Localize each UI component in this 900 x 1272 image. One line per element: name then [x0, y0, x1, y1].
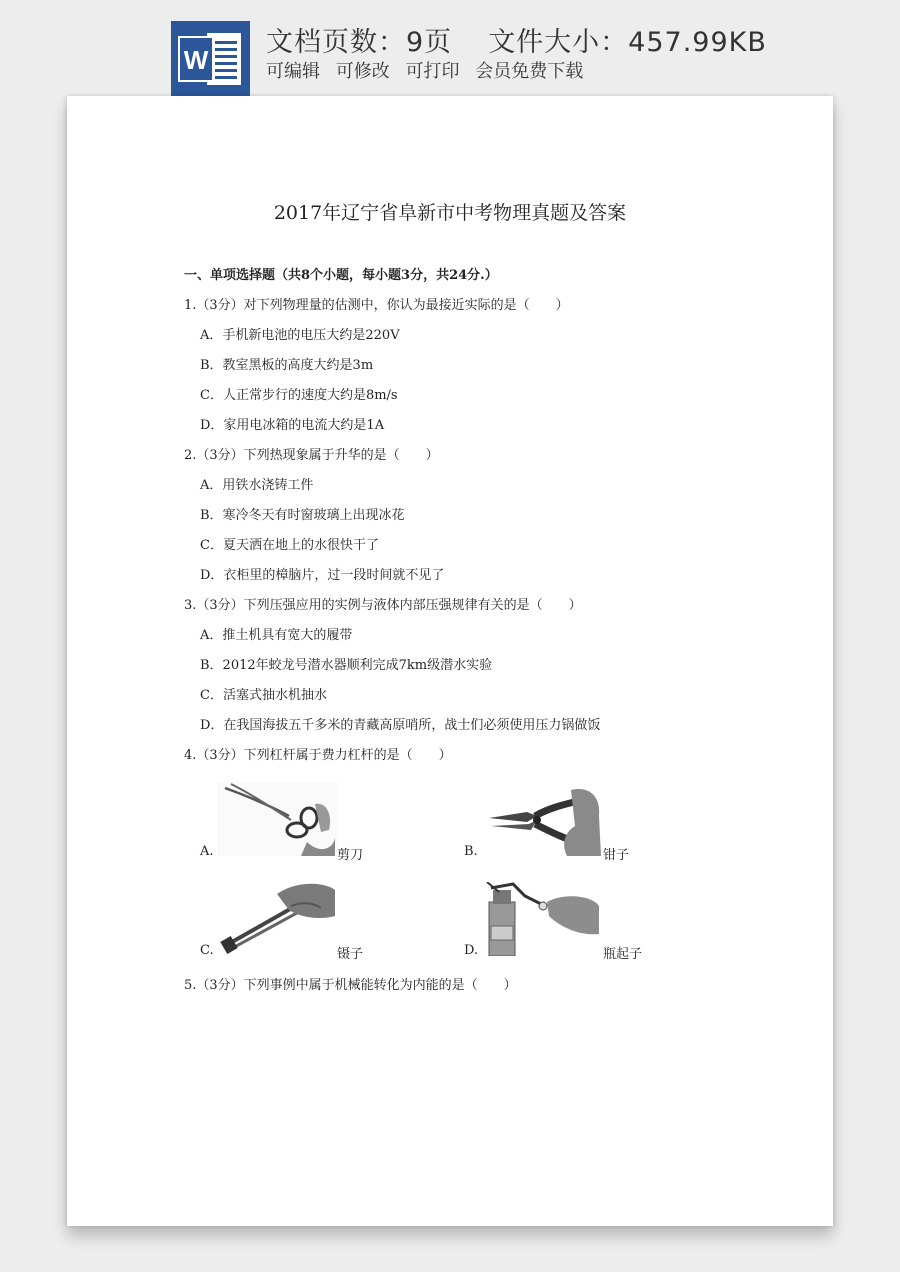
question-option: A．手机新电池的电压大约是220V: [200, 328, 400, 343]
document-stats: [266, 20, 767, 59]
svg-text:W: W: [183, 45, 209, 75]
scissors-icon: [217, 782, 337, 856]
question-option: D．在我国海拔五千多米的青藏高原哨所，战士们必须使用压力锅做饭: [200, 718, 601, 733]
feature-list: [266, 57, 593, 83]
question-stem: 1.（3分）对下列物理量的估测中，你认为最接近实际的是（ ）: [184, 298, 569, 313]
question-option: C．活塞式抽水机抽水: [200, 688, 327, 703]
image-option-letter: D.: [464, 943, 479, 958]
image-option-letter: A.: [200, 844, 214, 859]
question-option: C．人正常步行的速度大约是8m/s: [200, 388, 398, 403]
image-option-letter: C.: [200, 943, 214, 958]
pliers-icon: [487, 786, 602, 856]
feature-member-download: 会员免费下载: [475, 61, 584, 82]
feature-editable: 可编辑: [266, 61, 320, 82]
page-count: 文档页数：9页: [266, 27, 453, 58]
feature-printable: 可打印: [405, 61, 460, 82]
download-banner: [0, 0, 900, 100]
section-heading: 一、单项选择题（共8个小题，每小题3分，共24分.）: [184, 268, 498, 283]
question-option: D．家用电冰箱的电流大约是1A: [200, 418, 385, 433]
file-size: 文件大小：457.99KB: [488, 27, 767, 58]
image-option-caption: 瓶起子: [603, 947, 643, 962]
image-option-caption: 剪刀: [337, 848, 364, 863]
tweezers-icon: [217, 880, 335, 954]
question-stem: 4.（3分）下列杠杆属于费力杠杆的是（ ）: [184, 748, 452, 763]
question-option: B．寒冷冬天有时窗玻璃上出现冰花: [200, 508, 405, 523]
question-stem: 3.（3分）下列压强应用的实例与液体内部压强规律有关的是（ ）: [184, 598, 582, 613]
question-option: C．夏天洒在地上的水很快干了: [200, 538, 379, 553]
question-option: B．2012年蛟龙号潜水器顺利完成7km级潜水实验: [200, 658, 493, 673]
question-stem: 2.（3分）下列热现象属于升华的是（ ）: [184, 448, 439, 463]
image-option-caption: 钳子: [603, 848, 630, 863]
question-option: B．教室黑板的高度大约是3m: [200, 358, 374, 373]
word-document-icon: [171, 21, 250, 96]
image-option-caption: 镊子: [337, 947, 364, 962]
document-title: 2017年辽宁省阜新市中考物理真题及答案: [273, 202, 627, 224]
bottle-opener-icon: [485, 882, 603, 956]
document-page: [67, 96, 833, 1226]
question-stem: 5.（3分）下列事例中属于机械能转化为内能的是（ ）: [184, 978, 517, 993]
feature-modifiable: 可修改: [335, 61, 390, 82]
image-option-letter: B.: [464, 844, 478, 859]
question-option: A．推土机具有宽大的履带: [200, 628, 353, 643]
question-option: D．衣柜里的樟脑片，过一段时间就不见了: [200, 568, 445, 583]
question-option: A．用铁水浇铸工件: [200, 478, 314, 493]
